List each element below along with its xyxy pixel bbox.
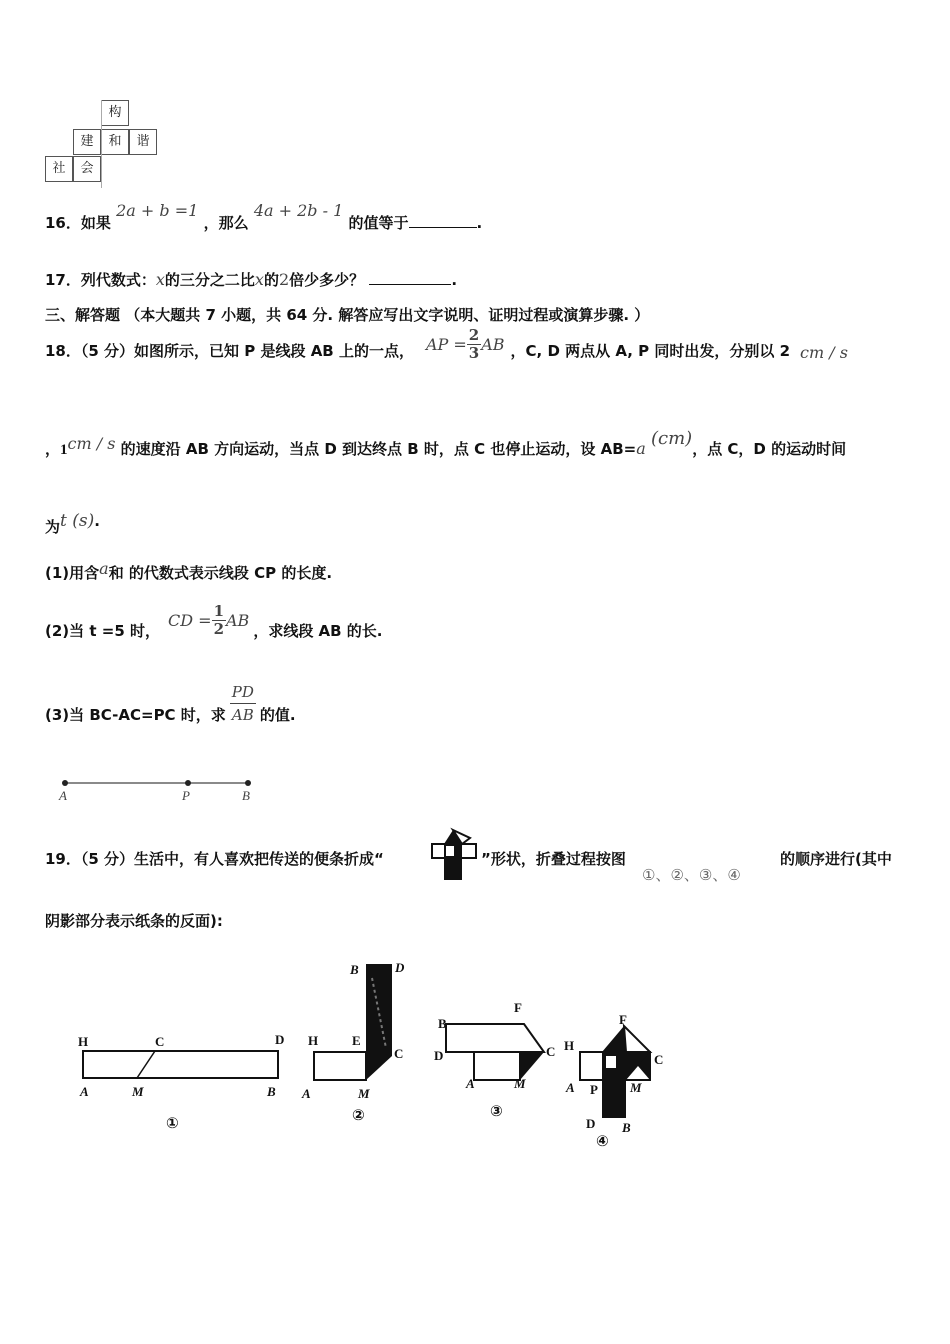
question-18-line2 [45,428,847,459]
point-p [185,780,191,786]
figure-number: ④ [596,1132,609,1150]
grid-cell: 会 [73,156,101,182]
label-p: P [182,788,190,803]
label-d: D [275,1032,285,1047]
label-a: A [466,1076,475,1091]
q18-part1 [45,559,333,583]
q19-mid: ”形状，折叠过程按图 [481,850,626,868]
label-d: D [395,960,405,975]
figure-number: ② [352,1106,365,1124]
q18-unit: cm / s [800,342,848,362]
q18-p3-b: 的值. [259,705,296,724]
q18-ap-equation [426,327,505,362]
figure-3-drawing [432,998,562,1098]
q18-p1-b: 和 的代数式表示线段 CP 的长度. [108,564,333,582]
label-c: C [546,1044,556,1059]
point-b [245,780,251,786]
figure-4 [562,1012,672,1152]
q16-condition: 2a + b =1 [116,201,199,220]
q18-line2-a: ，1 [45,442,68,458]
label-d: D [586,1116,596,1131]
grid-cell: 建 [73,129,101,155]
q18-line2-b: 的速度沿 AB 方向运动，当点 D 到达终点 B 时，点 C 也停止运动，设 AB= [120,440,637,458]
q18-line3-end: . [94,512,100,530]
q18-p1-a: (1)用含 [45,564,100,582]
q18-line3-a: 为 [45,518,61,536]
label-a: A [80,1084,89,1099]
q18-part3 [45,680,296,726]
grid-cell: 谐 [129,129,157,155]
q16-prefix: 16．如果 [45,214,111,232]
q18-part2 [45,598,383,642]
q18-unit: cm / s [67,434,116,453]
figure-4-drawing [562,1012,672,1124]
q17-prefix: 17．列代数式： [45,271,156,289]
q17-end: . [451,271,458,289]
question-19-line1-rest [481,848,626,869]
label-h: H [308,1033,319,1048]
label-a: A [566,1080,575,1095]
figure-1-drawing [70,1030,300,1100]
fraction [212,603,226,638]
frac-den: 2 [213,619,224,638]
answer-blank[interactable] [369,284,451,285]
q18-line2-c: ，点 C，D 的运动时间 [692,440,847,458]
label-f: F [514,1000,522,1015]
label-p: P [590,1082,598,1097]
segment-diagram [50,772,270,806]
label-h: H [78,1034,89,1049]
q17-two: 2 [278,270,290,289]
question-18-line3 [45,510,100,536]
q17-mid2: 的 [263,271,279,289]
q18-ap: AP = [425,334,467,354]
fraction [467,327,481,362]
frac-num: 2 [468,325,480,344]
question-17 [45,269,457,290]
figure-number: ① [166,1114,179,1132]
q19-order: ①、②、③、④ [642,866,741,884]
q18-p3-a: (3)当 BC-AC=PC 时，求 [45,705,226,724]
q16-expression: 4a + 2b - 1 [253,201,344,220]
frac-den: AB [231,705,254,724]
label-c: C [654,1052,664,1067]
fraction [230,681,256,726]
question-16 [45,201,483,233]
section-heading: 三、解答题 （本大题共 7 小题，共 64 分. 解答应写出文字说明、证明过程或演算步骤. ） [45,306,650,324]
label-e: E [352,1033,361,1048]
q16-end: . [476,214,483,232]
label-b: B [438,1016,447,1031]
figure-2-drawing [300,958,425,1088]
q18-cd: CD = [168,610,212,630]
grid-cell: 构 [101,100,129,126]
label-c: C [394,1046,404,1061]
q18-ab: AB [226,610,250,630]
label-f: F [619,1012,627,1027]
q18-cd-equation [168,603,249,638]
grid-line [101,100,102,188]
grid-cell: 社 [45,156,73,182]
question-18-line1 [45,325,848,370]
q18-ab: AB [481,334,505,354]
figure-number: ③ [490,1102,503,1120]
q17-var-x: x [254,270,264,289]
label-b: B [267,1084,276,1099]
q19-prefix: 19．（5 分）生活中，有人喜欢把传送的便条折成“ [45,850,384,868]
label-m: M [630,1080,642,1095]
q18-cm: (cm) [651,428,693,449]
folded-note-icon [430,826,478,882]
grid-cell: 和 [101,129,129,155]
figure-2 [300,958,425,1128]
label-a: A [302,1086,311,1101]
label-b: B [242,788,250,803]
label-m: M [514,1076,526,1091]
q16-mid: ，那么 [203,214,249,232]
question-19-line2: 阴影部分表示纸条的反面): [45,912,223,930]
q17-suffix: 倍少多少？ [289,271,365,289]
q18-p2-b: ，求线段 AB 的长. [253,621,383,640]
q18-after: ，C, D 两点从 A, P 同时出发，分别以 2 [510,341,791,360]
label-b: B [622,1120,631,1135]
q17-var-x: x [155,270,165,289]
frac-den: 3 [468,343,480,362]
label-d: D [434,1048,444,1063]
label-b: B [350,962,359,977]
label-c: C [155,1034,165,1049]
label-m: M [132,1084,144,1099]
figure-3 [432,998,562,1128]
answer-blank[interactable] [409,227,477,228]
figure-1 [70,1030,300,1140]
frac-num: 1 [213,601,224,620]
point-a [62,780,68,786]
q18-prefix: 18．（5 分）如图所示，已知 P 是线段 AB 上的一点， [45,341,414,360]
q16-suffix: 的值等于 [348,214,409,232]
label-h: H [564,1038,575,1053]
label-a: A [59,788,67,803]
label-m: M [358,1086,370,1101]
word-grid [45,100,165,188]
frac-num: PD [230,681,256,704]
q18-p2-a: (2)当 t =5 时， [45,621,160,640]
q19-suffix: 的顺序进行(其中 [780,850,892,868]
q18-var-t: t (s) [60,511,95,531]
q17-mid1: 的三分之二比 [164,271,255,289]
question-19-line1-end [780,848,892,869]
q18-var-a: a [636,439,646,458]
q18-var-a: a [99,559,109,578]
